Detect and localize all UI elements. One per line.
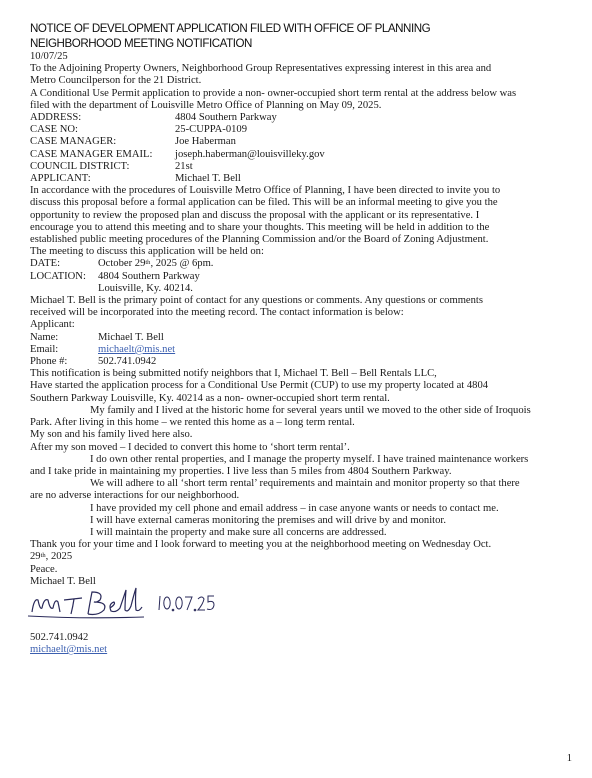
applicant-email-label: Email: (30, 343, 59, 355)
page-number: 1 (566, 753, 572, 764)
body-line: Thank you for your time and I look forward to meeting you at the neighborhood meeting on Wednesday Oct. (30, 539, 492, 551)
body-line-meeting-date (30, 551, 578, 563)
detail-label: CASE MANAGER EMAIL: (30, 148, 153, 160)
meeting-location-line-2: Louisville, Ky. 40214. (98, 282, 193, 294)
intro-line-2: Metro Councilperson for the 21 District. (30, 75, 202, 87)
meeting-location-row (30, 271, 578, 283)
detail-value: Michael T. Bell (175, 173, 241, 185)
procedure-line: In accordance with the procedures of Louisville Metro Office of Planning, I have been directed to invite you to (30, 185, 501, 197)
detail-row-case-manager (30, 136, 578, 148)
detail-value: 25-CUPPA-0109 (175, 124, 248, 136)
detail-row-applicant (30, 173, 578, 185)
applicant-heading: Applicant: (30, 319, 75, 331)
body-line: Park. After living in this home – we rented this home as a – long term rental. (30, 417, 355, 429)
procedure-line: established public meeting procedures of the Planning Commission and/or the Board of Zoning Adjustment. (30, 234, 489, 246)
closing-date-year: , 2025 (45, 551, 73, 563)
detail-label: ADDRESS: (30, 112, 82, 124)
intro-line-1: To the Adjoining Property Owners, Neighborhood Group Representatives expressing interest in this area and (30, 63, 492, 75)
body-line: Southern Parkway Louisville, Ky. 40214 as a non- owner-occupied short term rental. (30, 392, 390, 404)
contact-intro-line: Michael T. Bell is the primary point of contact for any questions or comments. Any questions or comments (30, 295, 483, 307)
detail-row-case-manager-email (30, 149, 578, 161)
letter-body (30, 368, 578, 588)
applicant-phone: 502.741.0942 (98, 356, 157, 368)
procedure-line: encourage you to attend this meeting and to share your thoughts. This meeting will be held in addition to the (30, 221, 490, 233)
meeting-details (30, 258, 578, 295)
signoff-name: Michael T. Bell (30, 575, 96, 587)
body-line: I do own other rental properties, and I manage the property myself. I have trained maintenance workers (90, 453, 529, 465)
applicant-name-label: Name: (30, 331, 59, 343)
applicant-name: Michael T. Bell (98, 331, 164, 343)
body-line: After my son moved – I decided to convert this home to ‘short term rental’. (30, 441, 350, 453)
body-line: I will have external cameras monitoring the premises and will drive by and monitor. (90, 514, 446, 526)
applicant-contact (30, 319, 578, 368)
applicant-phone-row (30, 356, 578, 368)
detail-value: 4804 Southern Parkway (175, 112, 277, 124)
detail-row-council-district (30, 161, 578, 173)
body-line: My family and I lived at the historic home for several years until we moved to the other side of Iroquois (90, 404, 531, 416)
closing-word: Peace. (30, 563, 58, 575)
signature-image (24, 586, 264, 624)
meeting-date-row (30, 258, 578, 270)
header-title-line-1: NOTICE OF DEVELOPMENT APPLICATION FILED WITH OFFICE OF PLANNING (30, 22, 431, 35)
applicant-email-row (30, 344, 578, 356)
procedure-line: discuss this proposal before a formal application can be filed. This will be an informal meeting to give you the (30, 197, 498, 209)
meeting-location-label: LOCATION: (30, 270, 86, 282)
meeting-location-line-1: 4804 Southern Parkway (98, 270, 200, 282)
spacer (30, 283, 98, 295)
detail-label: APPLICANT: (30, 173, 91, 185)
body-line: My son and his family lived here also. (30, 429, 193, 441)
body-line: are no adverse interactions for our neighborhood. (30, 490, 240, 502)
body-line: We will adhere to all ‘short term rental’ requirements and maintain and monitor property so that there (90, 478, 520, 490)
detail-value: 21st (175, 160, 193, 172)
detail-label: COUNCIL DISTRICT: (30, 160, 130, 172)
meeting-location-row-2 (30, 283, 578, 295)
notice-date: 10/07/25 (30, 51, 68, 62)
applicant-phone-label: Phone #: (30, 356, 68, 368)
detail-row-address (30, 112, 578, 124)
procedure-line: The meeting to discuss this application will be held on: (30, 246, 264, 258)
meeting-date-text: October 29 (98, 258, 146, 270)
case-details (30, 112, 578, 185)
detail-row-case-no (30, 124, 578, 136)
meeting-date-value (98, 258, 213, 270)
intro-line-4: filed with the department of Louisville Metro Office of Planning on May 09, 2025. (30, 99, 382, 111)
applicant-name-row (30, 332, 578, 344)
applicant-email-link[interactable]: michaelt@mis.net (98, 343, 176, 355)
body-line: and I take pride in maintaining my properties. I live less than 5 miles from 4804 Southern Parkway. (30, 465, 452, 477)
body-line: I will maintain the property and make sure all concerns are addressed. (90, 526, 387, 538)
meeting-date-time: , 2025 @ 6pm. (150, 258, 214, 270)
document-page (30, 22, 578, 656)
body-line: Have started the application process for a Conditional Use Permit (CUP) to use my property located at 4804 (30, 380, 489, 392)
meeting-date-label: DATE: (30, 258, 61, 270)
procedure-paragraph (30, 185, 578, 258)
header-title-line-2: NEIGHBORHOOD MEETING NOTIFICATION (30, 36, 252, 50)
detail-value: Joe Haberman (175, 136, 236, 148)
detail-label: CASE NO: (30, 124, 78, 136)
closing-date-day: 29 (30, 551, 41, 563)
meeting-date-suffix: th (145, 259, 151, 267)
closing-date-suffix: th (40, 552, 46, 560)
intro-line-3: A Conditional Use Permit application to provide a non- owner-occupied short term rental at the address below was (30, 87, 517, 99)
detail-value: joseph.haberman@louisvilleky.gov (175, 148, 325, 160)
procedure-line: opportunity to review the proposed plan and discuss the proposal with the applicant or its representative. I (30, 209, 480, 221)
footer-phone: 502.741.0942 (30, 631, 89, 643)
handwritten-signature (30, 588, 578, 622)
contact-intro-line: received will be incorporated into the meeting record. The contact information is below: (30, 307, 404, 319)
footer-email-link[interactable]: michaelt@mis.net (30, 644, 108, 656)
body-line: I have provided my cell phone and email address – in case anyone wants or needs to contact me. (90, 502, 499, 514)
detail-label: CASE MANAGER: (30, 136, 117, 148)
body-line: This notification is being submitted notify neighbors that I, Michael T. Bell – Bell Rentals LLC, (30, 368, 437, 380)
